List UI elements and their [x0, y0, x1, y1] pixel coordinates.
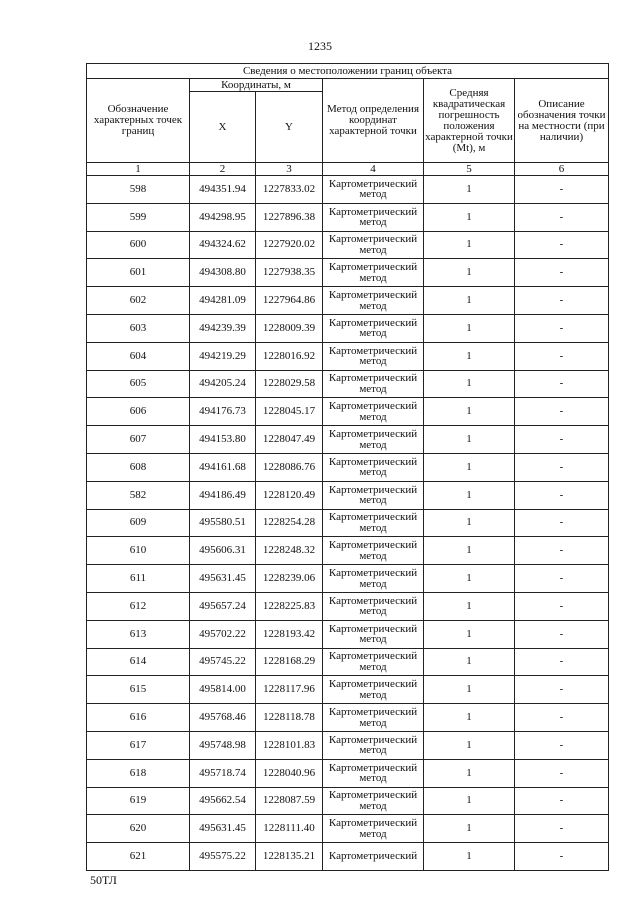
- cell-x: 494298.95: [190, 203, 256, 231]
- cell-accuracy: 1: [424, 731, 515, 759]
- cell-point: 598: [87, 176, 190, 204]
- cell-x: 495745.22: [190, 648, 256, 676]
- cell-accuracy: 1: [424, 676, 515, 704]
- cell-description: -: [515, 426, 609, 454]
- cell-y: 1228118.78: [256, 704, 323, 732]
- cell-point: 617: [87, 731, 190, 759]
- table-row: [87, 481, 609, 509]
- cell-x: 495662.54: [190, 787, 256, 815]
- cell-y: 1228248.32: [256, 537, 323, 565]
- cell-point: 600: [87, 231, 190, 259]
- cell-y: 1228239.06: [256, 565, 323, 593]
- cell-method: Картометрический метод: [323, 342, 424, 370]
- header-description: Описание обозначения точки на местности (при наличии): [515, 79, 609, 163]
- column-number: 4: [323, 163, 424, 176]
- cell-y: 1228047.49: [256, 426, 323, 454]
- cell-y: 1228101.83: [256, 731, 323, 759]
- cell-description: -: [515, 815, 609, 843]
- table-row: [87, 370, 609, 398]
- cell-y: 1228120.49: [256, 481, 323, 509]
- cell-y: 1227896.38: [256, 203, 323, 231]
- table-row: [87, 259, 609, 287]
- cell-description: -: [515, 453, 609, 481]
- cell-point: 582: [87, 481, 190, 509]
- cell-accuracy: 1: [424, 259, 515, 287]
- cell-method: Картометрический метод: [323, 815, 424, 843]
- cell-point: 602: [87, 287, 190, 315]
- table-row: [87, 203, 609, 231]
- cell-point: 601: [87, 259, 190, 287]
- cell-description: -: [515, 287, 609, 315]
- cell-y: 1228135.21: [256, 843, 323, 871]
- cell-point: 614: [87, 648, 190, 676]
- cell-y: 1228009.39: [256, 314, 323, 342]
- cell-point: 608: [87, 453, 190, 481]
- table-row: [87, 314, 609, 342]
- cell-description: -: [515, 342, 609, 370]
- cell-y: 1227938.35: [256, 259, 323, 287]
- cell-x: 495718.74: [190, 759, 256, 787]
- cell-method: Картометрический метод: [323, 759, 424, 787]
- cell-accuracy: 1: [424, 176, 515, 204]
- cell-y: 1228168.29: [256, 648, 323, 676]
- table-row: [87, 231, 609, 259]
- cell-point: 605: [87, 370, 190, 398]
- cell-description: -: [515, 481, 609, 509]
- cell-point: 603: [87, 314, 190, 342]
- cell-x: 495575.22: [190, 843, 256, 871]
- cell-x: 495631.45: [190, 815, 256, 843]
- cell-description: -: [515, 314, 609, 342]
- cell-point: 613: [87, 620, 190, 648]
- cell-x: 495702.22: [190, 620, 256, 648]
- cell-accuracy: 1: [424, 843, 515, 871]
- cell-x: 494205.24: [190, 370, 256, 398]
- cell-accuracy: 1: [424, 509, 515, 537]
- cell-y: 1227833.02: [256, 176, 323, 204]
- cell-description: -: [515, 787, 609, 815]
- cell-y: 1228016.92: [256, 342, 323, 370]
- cell-method: Картометрический метод: [323, 398, 424, 426]
- cell-method: Картометрический метод: [323, 676, 424, 704]
- table-row: [87, 620, 609, 648]
- cell-x: 495606.31: [190, 537, 256, 565]
- cell-description: -: [515, 620, 609, 648]
- cell-y: 1228045.17: [256, 398, 323, 426]
- table-row: [87, 648, 609, 676]
- header-point: Обозначение характерных точек границ: [87, 79, 190, 163]
- cell-description: -: [515, 843, 609, 871]
- table-row: [87, 787, 609, 815]
- table-row: [87, 759, 609, 787]
- cell-point: 621: [87, 843, 190, 871]
- header-method: Метод определения координат характерной точки: [323, 79, 424, 163]
- table-row: [87, 453, 609, 481]
- cell-method: Картометрический метод: [323, 287, 424, 315]
- cell-accuracy: 1: [424, 453, 515, 481]
- cell-description: -: [515, 704, 609, 732]
- table-row: [87, 815, 609, 843]
- cell-method: Картометрический метод: [323, 565, 424, 593]
- cell-accuracy: 1: [424, 592, 515, 620]
- cell-method: Картометрический метод: [323, 481, 424, 509]
- cell-x: 494324.62: [190, 231, 256, 259]
- cell-point: 599: [87, 203, 190, 231]
- cell-description: -: [515, 259, 609, 287]
- cell-description: -: [515, 537, 609, 565]
- cell-x: 494351.94: [190, 176, 256, 204]
- table-row: [87, 843, 609, 871]
- table-row: [87, 592, 609, 620]
- cell-description: -: [515, 592, 609, 620]
- cell-description: -: [515, 203, 609, 231]
- table-title: Сведения о местоположении границ объекта: [87, 64, 609, 79]
- cell-description: -: [515, 231, 609, 259]
- cell-x: 495814.00: [190, 676, 256, 704]
- cell-point: 618: [87, 759, 190, 787]
- cell-y: 1228193.42: [256, 620, 323, 648]
- cell-x: 494161.68: [190, 453, 256, 481]
- cell-accuracy: 1: [424, 342, 515, 370]
- cell-method: Картометрический метод: [323, 704, 424, 732]
- cell-x: 494153.80: [190, 426, 256, 454]
- cell-point: 620: [87, 815, 190, 843]
- table-row: [87, 398, 609, 426]
- column-number: 1: [87, 163, 190, 176]
- column-number: 2: [190, 163, 256, 176]
- cell-method: Картометрический метод: [323, 648, 424, 676]
- cell-x: 494186.49: [190, 481, 256, 509]
- page-number: 1235: [308, 39, 332, 53]
- cell-method: Картометрический метод: [323, 203, 424, 231]
- cell-accuracy: 1: [424, 203, 515, 231]
- table-row: [87, 704, 609, 732]
- cell-x: 495657.24: [190, 592, 256, 620]
- cell-x: 494308.80: [190, 259, 256, 287]
- cell-accuracy: 1: [424, 648, 515, 676]
- cell-y: 1228254.28: [256, 509, 323, 537]
- column-number: 6: [515, 163, 609, 176]
- cell-y: 1227920.02: [256, 231, 323, 259]
- cell-method: Картометрический метод: [323, 592, 424, 620]
- cell-method: Картометрический метод: [323, 426, 424, 454]
- cell-method: Картометрический метод: [323, 259, 424, 287]
- cell-method: Картометрический метод: [323, 787, 424, 815]
- table-row: [87, 287, 609, 315]
- cell-x: 494219.29: [190, 342, 256, 370]
- column-number: 5: [424, 163, 515, 176]
- cell-point: 616: [87, 704, 190, 732]
- cell-point: 615: [87, 676, 190, 704]
- cell-y: 1228117.96: [256, 676, 323, 704]
- cell-x: 495580.51: [190, 509, 256, 537]
- cell-description: -: [515, 759, 609, 787]
- cell-accuracy: 1: [424, 481, 515, 509]
- cell-point: 611: [87, 565, 190, 593]
- table-row: [87, 176, 609, 204]
- cell-accuracy: 1: [424, 426, 515, 454]
- cell-x: 494239.39: [190, 314, 256, 342]
- cell-method: Картометрический: [323, 843, 424, 871]
- cell-accuracy: 1: [424, 370, 515, 398]
- cell-accuracy: 1: [424, 565, 515, 593]
- table-row: [87, 731, 609, 759]
- cell-x: 494281.09: [190, 287, 256, 315]
- cell-accuracy: 1: [424, 287, 515, 315]
- cell-y: 1228086.76: [256, 453, 323, 481]
- cell-accuracy: 1: [424, 398, 515, 426]
- header-accuracy: Средняя квадратическая погрешность положения характерной точки (Mt), м: [424, 79, 515, 163]
- table-row: [87, 676, 609, 704]
- cell-point: 612: [87, 592, 190, 620]
- header-coordinates: Координаты, м: [190, 79, 323, 92]
- cell-description: -: [515, 398, 609, 426]
- table-row: [87, 342, 609, 370]
- cell-point: 609: [87, 509, 190, 537]
- cell-y: 1227964.86: [256, 287, 323, 315]
- cell-y: 1228111.40: [256, 815, 323, 843]
- cell-method: Картометрический метод: [323, 509, 424, 537]
- cell-accuracy: 1: [424, 314, 515, 342]
- cell-description: -: [515, 648, 609, 676]
- table-body: [87, 176, 609, 871]
- column-number: 3: [256, 163, 323, 176]
- cell-description: -: [515, 370, 609, 398]
- cell-point: 607: [87, 426, 190, 454]
- cell-description: -: [515, 676, 609, 704]
- cell-accuracy: 1: [424, 787, 515, 815]
- cell-method: Картометрический метод: [323, 231, 424, 259]
- cell-point: 604: [87, 342, 190, 370]
- cell-method: Картометрический метод: [323, 537, 424, 565]
- table-row: [87, 537, 609, 565]
- cell-x: 495631.45: [190, 565, 256, 593]
- cell-method: Картометрический метод: [323, 314, 424, 342]
- table-row: [87, 426, 609, 454]
- table-row: [87, 565, 609, 593]
- cell-y: 1228029.58: [256, 370, 323, 398]
- cell-x: 495748.98: [190, 731, 256, 759]
- table-row: [87, 509, 609, 537]
- cell-method: Картометрический метод: [323, 453, 424, 481]
- cell-method: Картометрический метод: [323, 176, 424, 204]
- cell-description: -: [515, 509, 609, 537]
- cell-description: -: [515, 731, 609, 759]
- cell-description: -: [515, 565, 609, 593]
- cell-x: 494176.73: [190, 398, 256, 426]
- cell-accuracy: 1: [424, 704, 515, 732]
- cell-method: Картометрический метод: [323, 731, 424, 759]
- cell-method: Картометрический метод: [323, 370, 424, 398]
- cell-y: 1228040.96: [256, 759, 323, 787]
- cell-accuracy: 1: [424, 759, 515, 787]
- cell-x: 495768.46: [190, 704, 256, 732]
- cell-point: 610: [87, 537, 190, 565]
- boundary-coordinates-table: [86, 63, 609, 871]
- cell-point: 619: [87, 787, 190, 815]
- cell-accuracy: 1: [424, 620, 515, 648]
- cell-y: 1228087.59: [256, 787, 323, 815]
- cell-accuracy: 1: [424, 815, 515, 843]
- header-y: Y: [256, 92, 323, 163]
- cell-description: -: [515, 176, 609, 204]
- cell-accuracy: 1: [424, 537, 515, 565]
- cell-accuracy: 1: [424, 231, 515, 259]
- header-x: X: [190, 92, 256, 163]
- cell-y: 1228225.83: [256, 592, 323, 620]
- cell-point: 606: [87, 398, 190, 426]
- footer-code: 50ТЛ: [90, 873, 117, 887]
- cell-method: Картометрический метод: [323, 620, 424, 648]
